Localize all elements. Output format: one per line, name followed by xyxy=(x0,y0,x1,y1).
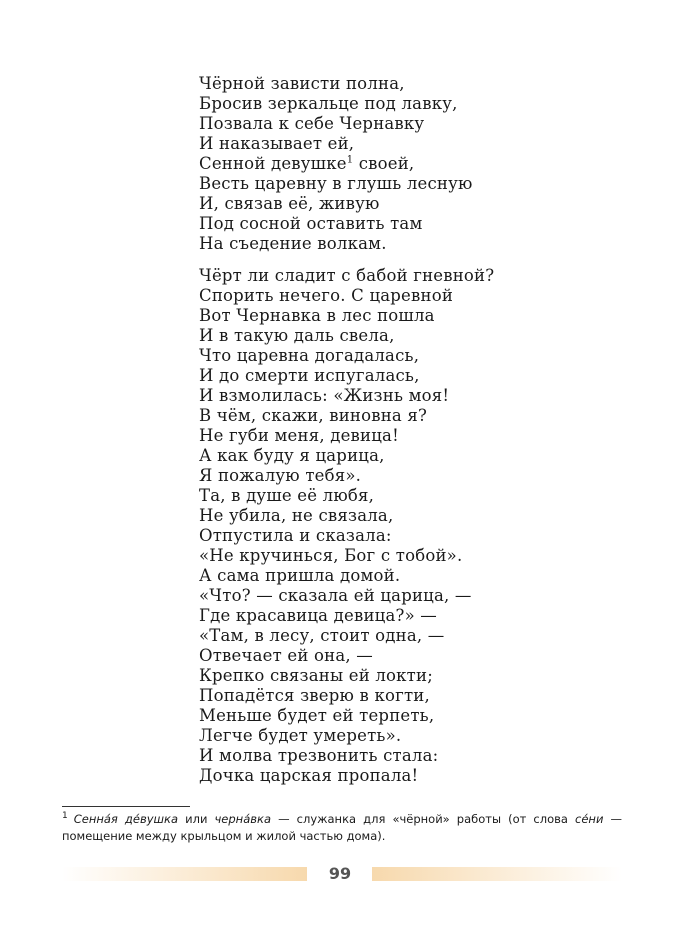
poem-line: И до смерти испугалась, xyxy=(199,366,420,385)
poem-line: Бросив зеркальце под лавку, xyxy=(199,94,458,113)
page-number: 99 xyxy=(328,864,352,883)
page-band-right xyxy=(372,867,622,881)
poem-line: И, связав её, живую xyxy=(199,194,380,213)
poem-line: Я пожалую тебя». xyxy=(199,466,362,485)
poem-line: Меньше будет ей терпеть, xyxy=(199,706,435,725)
footnote-reference: 1 xyxy=(346,154,354,166)
footnote-term: се́ни xyxy=(575,812,604,826)
poem-line: Под сосной оставить там xyxy=(199,214,423,233)
footnote-text: — служанка для «чёрной» работы (от слова xyxy=(271,812,576,826)
poem xyxy=(199,74,619,786)
poem-line: Что царевна догадалась, xyxy=(199,346,420,365)
footnote-divider xyxy=(62,806,190,807)
poem-line: Где красавица девица?» — xyxy=(199,606,438,625)
poem-line: А сама пришла домой. xyxy=(199,566,401,585)
poem-line: Отвечает ей она, — xyxy=(199,646,373,665)
footnote-term: черна́вка xyxy=(214,812,272,826)
poem-line-text: Сенной девушке xyxy=(199,154,347,173)
stanza-2 xyxy=(199,266,619,786)
poem-line: Весть царевну в глушь лесную xyxy=(199,174,473,193)
poem-line: И взмолилась: «Жизнь моя! xyxy=(199,386,450,405)
poem-line-tail: своей, xyxy=(353,154,415,173)
poem-line: «Там, в лесу, стоит одна, — xyxy=(199,626,445,645)
page-footer xyxy=(62,864,622,884)
poem-line: И в такую даль свела, xyxy=(199,326,395,345)
stanza-1 xyxy=(199,74,619,254)
poem-line: Та, в душе её любя, xyxy=(199,486,375,505)
poem-line: В чём, скажи, виновна я? xyxy=(199,406,428,425)
poem-line: Не убила, не связала, xyxy=(199,506,394,525)
poem-line: А как буду я царица, xyxy=(199,446,385,465)
poem-line: На съедение волкам. xyxy=(199,234,387,253)
poem-line: «Не кручинься, Бог с тобой». xyxy=(199,546,463,565)
poem-line: Дочка царская пропала! xyxy=(199,766,419,785)
poem-line: Позвала к себе Чернавку xyxy=(199,114,425,133)
footnote-text: или xyxy=(178,812,215,826)
footnote-number: 1 xyxy=(62,811,68,822)
poem-line-with-footnote xyxy=(199,154,619,174)
poem-line: И молва трезвонить стала: xyxy=(199,746,439,765)
footnote xyxy=(62,811,622,845)
page-band-left xyxy=(62,867,307,881)
poem-line: Спорить нечего. С царевной xyxy=(199,286,454,305)
poem-line: Отпустила и сказала: xyxy=(199,526,392,545)
poem-line: Легче будет умереть». xyxy=(199,726,402,745)
poem-line: Вот Чернавка в лес пошла xyxy=(199,306,435,325)
poem-line: Чёрной зависти полна, xyxy=(199,74,405,93)
poem-line: «Что? — сказала ей царица, — xyxy=(199,586,472,605)
footnote-term: Сенна́я де́вушка xyxy=(73,812,179,826)
footnote-text: — помещение между крыльцом и жилой частью дома). xyxy=(62,812,622,843)
poem-line: Крепко связаны ей локти; xyxy=(199,666,433,685)
poem-line: Чёрт ли сладит с бабой гневной? xyxy=(199,266,495,285)
poem-line: И наказывает ей, xyxy=(199,134,355,153)
poem-line: Не губи меня, девица! xyxy=(199,426,399,445)
poem-line: Попадётся зверю в когти, xyxy=(199,686,430,705)
